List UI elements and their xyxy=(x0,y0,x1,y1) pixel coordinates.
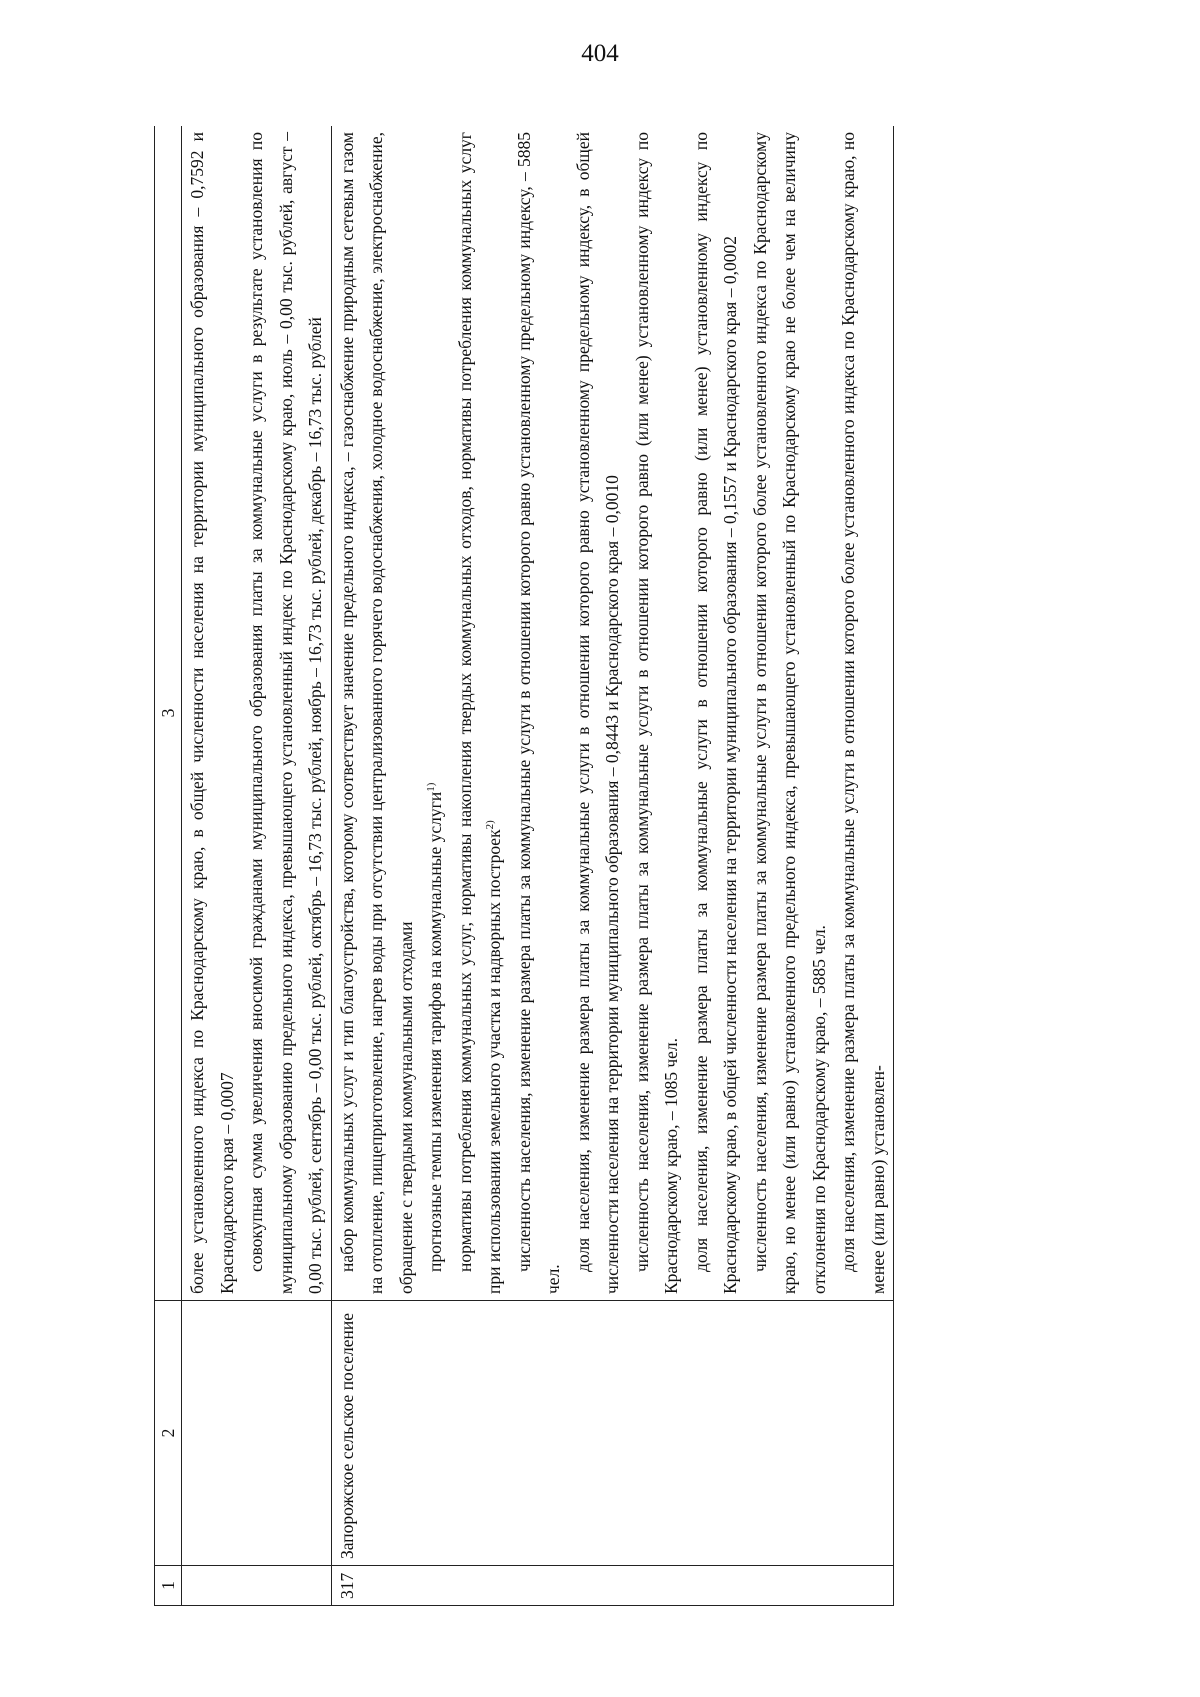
header-col-3: 3 xyxy=(155,126,182,1301)
description-paragraph xyxy=(746,132,835,1294)
paragraph-text: доля населения, изменение размера платы за коммунальные услуги в отношении которого равно установленному предельному индексу, в общей численности населения на территории муниципального образования – 0,8443 и Краснодарского края – 0,0010 xyxy=(572,132,622,1294)
paragraph-text: доля населения, изменение размера платы за коммунальные услуги в отношении которого равно (или менее) установленному индексу по Краснодарскому краю, в общей численности населения на территории муниципального образования – 0,1557 и Краснодарского края – 0,0002 xyxy=(690,132,740,1294)
paragraph-text: набор коммунальных услуг и тип благоустройства, которому соответствует значение предельного индекса, – газоснабжение природным сетевым газом на отопление, пищеприготовление, нагрев воды при отсутствии централизованного горячего водоснабжения, холодное водоснабжение, электроснабжение, обращение с твердыми коммунальными отходами xyxy=(336,132,416,1294)
paragraph-text: численность населения, изменение размера платы за коммунальные услуги в отношении которого более установленного индекса по Краснодарскому краю, но менее (или равно) установленного предельного индекса, превышающего установленный по Краснодарскому краю не более чем на величину отклонения по Краснодарскому краю, – 5885 чел. xyxy=(749,132,829,1294)
paragraph-text: нормативы потребления коммунальных услуг, нормативы накопления твердых коммунальных отходов, нормативы потребления коммунальных услуг при использовании земельного участка и надворных построек xyxy=(454,132,504,1294)
description-paragraph xyxy=(451,132,510,1294)
description-paragraph xyxy=(834,132,893,1294)
description-paragraph xyxy=(242,132,331,1294)
description-paragraph xyxy=(628,132,687,1294)
table-row xyxy=(331,126,894,1606)
rotated-table-frame xyxy=(154,126,1090,1606)
description-paragraph xyxy=(687,132,746,1294)
settlement-name-cell xyxy=(182,1301,332,1566)
paragraph-text: доля населения, изменение размера платы за коммунальные услуги в отношении которого более установленного индекса по Краснодарскому краю, но менее (или равно) установлен- xyxy=(838,132,888,1294)
description-paragraph xyxy=(569,132,628,1294)
table-row xyxy=(182,126,332,1606)
row-number-cell xyxy=(182,1566,332,1606)
rotated-table-content xyxy=(154,126,1090,1606)
footnote-marker: 2) xyxy=(484,820,497,830)
paragraph-text: совокупная сумма увеличения вносимой гражданами муниципального образования платы за коммунальные услуги в результате установления по муниципальному образованию предельного индекса, превышающего установленный индекс по Краснодарскому краю, июль – 0,00 тыс. рублей, август – 0,00 тыс. рублей, сентябрь – 0,00 тыс. рублей, октябрь – 16,73 тыс. рублей, ноябрь – 16,73 тыс. рублей, декабрь – 16,73 тыс. рублей xyxy=(246,132,325,1294)
row-number-cell: 317 xyxy=(331,1566,894,1606)
footnote-marker: 1) xyxy=(425,782,438,792)
table-body xyxy=(155,126,894,1606)
description-paragraph xyxy=(183,132,242,1294)
paragraph-text: численность населения, изменение размера платы за коммунальные услуги в отношении которого равно установленному предельному индексу, – 5885 чел. xyxy=(513,132,563,1294)
description-paragraph xyxy=(421,132,451,1294)
description-cell xyxy=(331,126,894,1301)
description-paragraph xyxy=(333,132,422,1294)
table-header-row xyxy=(155,126,182,1606)
paragraph-text: прогнозные темпы изменения тарифов на коммунальные услуги xyxy=(425,791,445,1272)
paragraph-text: численность населения, изменение размера платы за коммунальные услуги в отношении которого равно (или менее) установленному индексу по Краснодарскому краю, – 1085 чел. xyxy=(631,132,681,1294)
settlement-name-cell: Запорожское сельское поселение xyxy=(331,1301,894,1566)
header-col-2: 2 xyxy=(155,1301,182,1566)
header-col-1: 1 xyxy=(155,1566,182,1606)
paragraph-text: более установленного индекса по Краснодарскому краю, в общей численности населения на территории муниципального образования – 0,7592 и Краснодарского края – 0,0007 xyxy=(187,132,237,1294)
description-paragraph xyxy=(510,132,569,1294)
tariff-table xyxy=(154,126,894,1606)
description-cell xyxy=(182,126,332,1301)
page-number: 404 xyxy=(581,40,619,67)
